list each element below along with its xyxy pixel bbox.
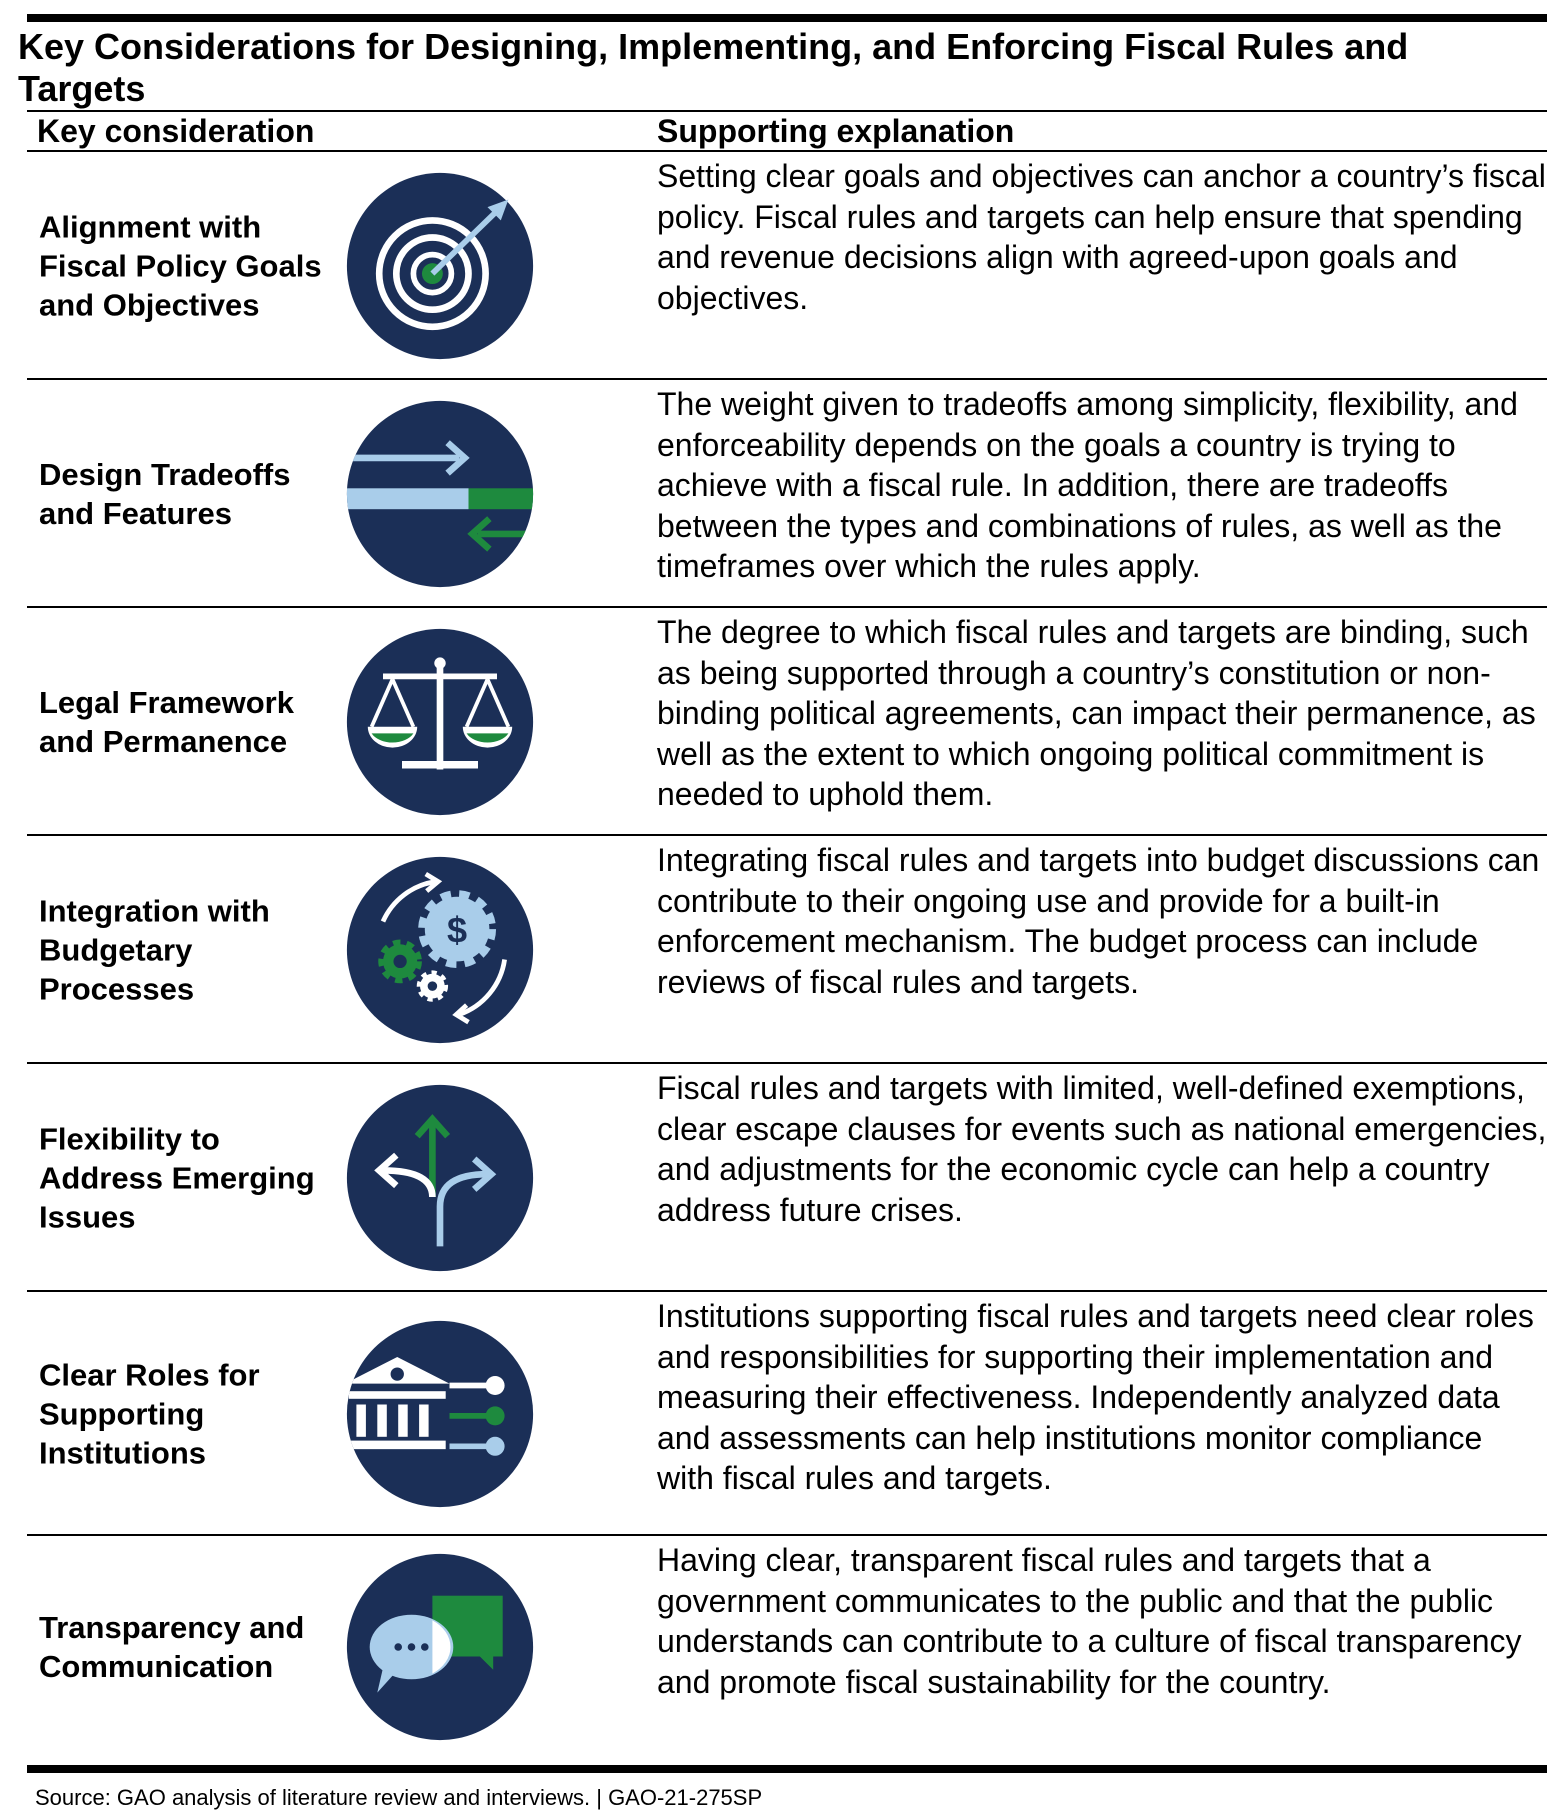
bottom-rule [27, 1765, 1547, 1773]
target-icon [345, 171, 535, 361]
consideration-label: Integration with Budgetary Processes [39, 893, 270, 1007]
column-header-consideration: Key consideration [37, 113, 315, 149]
explanation-text: Having clear, transparent fiscal rules and targets that a government communicates to the public and that the public understands can contribute to a culture of fiscal transparency and promote fiscal sustainability for the country. [657, 1542, 1522, 1700]
explanation-text: Integrating fiscal rules and targets into budget discussions can contribute to their ongoing use and provide for a built-in enforcement mechanism. The budget process can include reviews of fiscal rules and targets. [657, 842, 1540, 1000]
consideration-row [27, 1536, 1547, 1758]
top-rule [27, 14, 1547, 22]
consideration-row [27, 836, 1547, 1064]
explanation-text: Institutions supporting fiscal rules and targets need clear roles and responsibilities for supporting their implementation and measuring their effectiveness. Independently analyzed data and assessments can help institutions monitor compliance with fiscal rules and targets. [657, 1298, 1534, 1496]
branching-arrows-icon [345, 1083, 535, 1273]
speech-bubbles-icon [345, 1552, 535, 1742]
explanation-text: The weight given to tradeoffs among simplicity, flexibility, and enforceability depends on the goals a country is trying to achieve with a fiscal rule. In addition, there are tradeoffs between the types and combinations of rules, as well as the timeframes over which the rules apply. [657, 386, 1518, 584]
consideration-label: Design Tradeoffs and Features [39, 457, 291, 531]
consideration-row [27, 380, 1547, 608]
explanation-text: The degree to which fiscal rules and targets are binding, such as being supported through a country’s constitution or non-binding political agreements, can impact their permanence, as well as the extent to which ongoing political commitment is needed to uphold them. [657, 614, 1536, 812]
tradeoff-arrows-icon [345, 399, 535, 589]
consideration-row [27, 1292, 1547, 1536]
consideration-row [27, 152, 1547, 380]
gears-dollar-icon [345, 855, 535, 1045]
svg-text:$: $ [447, 909, 468, 951]
institution-icon [345, 1319, 535, 1509]
column-header-explanation: Supporting explanation [657, 113, 1015, 149]
consideration-row [27, 1064, 1547, 1292]
consideration-label: Alignment with Fiscal Policy Goals and Objectives [39, 209, 322, 323]
consideration-label: Clear Roles for Supporting Institutions [39, 1357, 260, 1471]
explanation-text: Fiscal rules and targets with limited, well-defined exemptions, clear escape clauses for events such as national emergencies, and adjustments for the economic cycle can help a country address future crises. [657, 1070, 1547, 1228]
source-note: Source: GAO analysis of literature review and interviews. | GAO-21-275SP [35, 1785, 763, 1810]
consideration-label: Legal Framework and Permanence [39, 685, 294, 759]
scales-icon [345, 627, 535, 817]
explanation-text: Setting clear goals and objectives can anchor a country’s fiscal policy. Fiscal rules and targets can help ensure that spending and revenue decisions align with agreed-upon goals and objectives. [657, 158, 1546, 316]
page-title: Key Considerations for Designing, Implementing, and Enforcing Fiscal Rules and Targets [18, 26, 1409, 109]
consideration-row [27, 608, 1547, 836]
consideration-label: Flexibility to Address Emerging Issues [39, 1121, 315, 1235]
consideration-label: Transparency and Communication [39, 1610, 305, 1684]
